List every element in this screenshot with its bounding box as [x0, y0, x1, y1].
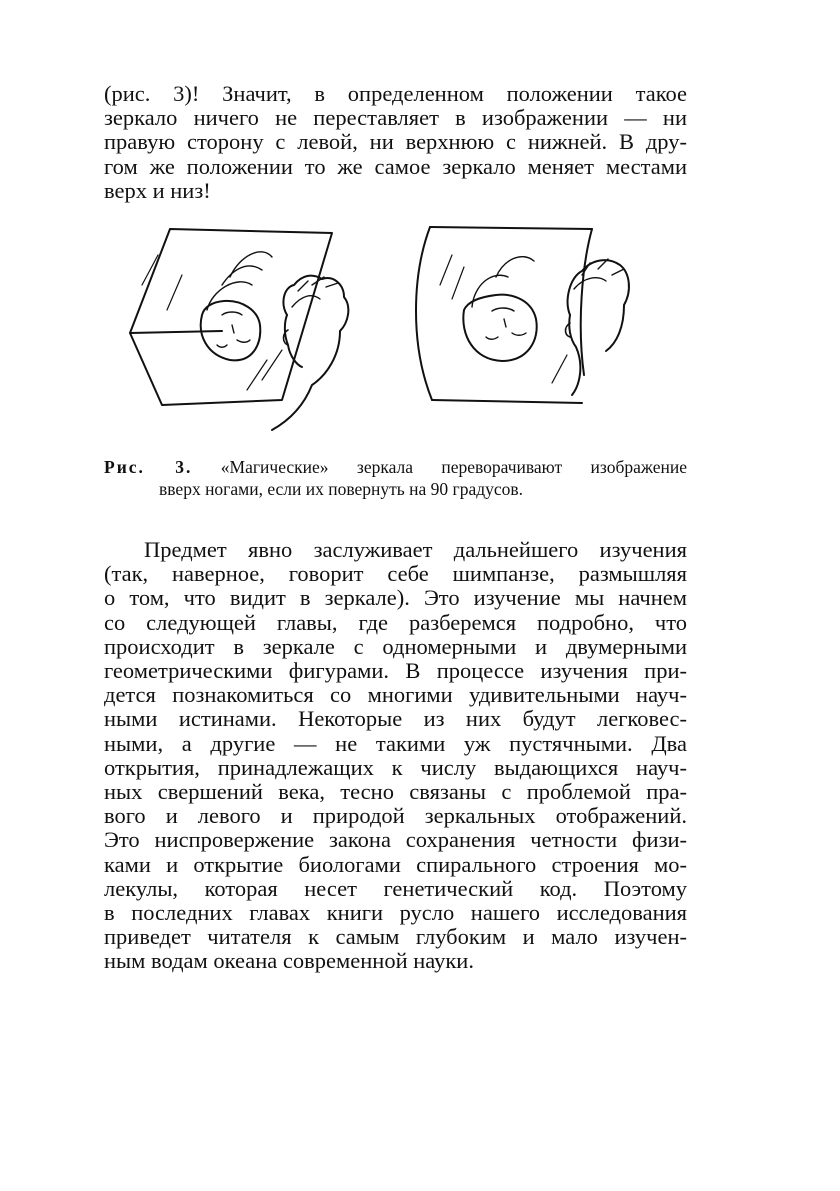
- text-line: гом же положении то же самое зеркало меняет местами: [104, 153, 687, 179]
- text-line: ными истинами. Некоторые из них будут легковес-: [104, 706, 687, 732]
- text-line: вого и левого и природой зеркальных отображений.: [104, 803, 687, 829]
- figure-illustration: [112, 215, 632, 455]
- text-line: ных свершений века, тесно связаны с проблемой пра-: [104, 779, 687, 805]
- text-line: приведет читателя к самым глубоким и мало изучен-: [104, 924, 687, 950]
- text-line: геометрическими фигурами. В процессе изучения при-: [104, 658, 687, 684]
- caption-text: «Магические» зеркала переворачивают изображение: [220, 457, 687, 477]
- caption-lead: Рис. 3.: [104, 457, 193, 477]
- text-line: о том, что видит в зеркале). Это изучение мы начнем: [104, 585, 687, 611]
- right-curved-mirror-drawing: [416, 227, 629, 403]
- text-line: ками и открытие биологами спирального строения мо-: [104, 851, 687, 877]
- top-paragraph: [104, 82, 687, 203]
- text-line: Предмет явно заслуживает дальнейшего изучения: [144, 537, 687, 562]
- body-paragraph: [104, 538, 687, 974]
- caption-line-2: вверх ногами, если их повернуть на 90 градусов.: [159, 479, 524, 499]
- text-line: (так, наверное, говорит себе шимпанзе, размышляя: [104, 561, 687, 587]
- figure-caption: [104, 456, 687, 500]
- text-line: открытия, принадлежащих к числу выдающихся науч-: [104, 754, 687, 780]
- text-line: (рис. 3)! Значит, в определенном положении такое: [104, 81, 687, 106]
- text-line: зеркало ничего не переставляет в изображении — ни: [104, 105, 687, 131]
- text-line: ными, а другие — не такими уж пустячными. Два: [104, 730, 687, 756]
- left-hinged-mirror-drawing: [130, 229, 348, 430]
- text-line: верх и низ!: [104, 177, 211, 203]
- text-line: лекулы, которая несет генетический код. Поэтому: [104, 875, 687, 901]
- text-line: Это ниспровержение закона сохранения четности физи-: [104, 827, 687, 853]
- text-line: в последних главах книги русло нашего исследования: [104, 900, 687, 926]
- text-line: происходит в зеркале с одномерными и двумерными: [104, 633, 687, 659]
- text-line: правую сторону с левой, ни верхнюю с нижней. В дру-: [104, 129, 687, 155]
- text-line: ным водам океана современной науки.: [104, 948, 474, 974]
- text-line: со следующей главы, где разберемся подробно, что: [104, 609, 687, 635]
- text-line: дется познакомиться со многими удивительными науч-: [104, 682, 687, 708]
- caption-line-1: [104, 456, 687, 478]
